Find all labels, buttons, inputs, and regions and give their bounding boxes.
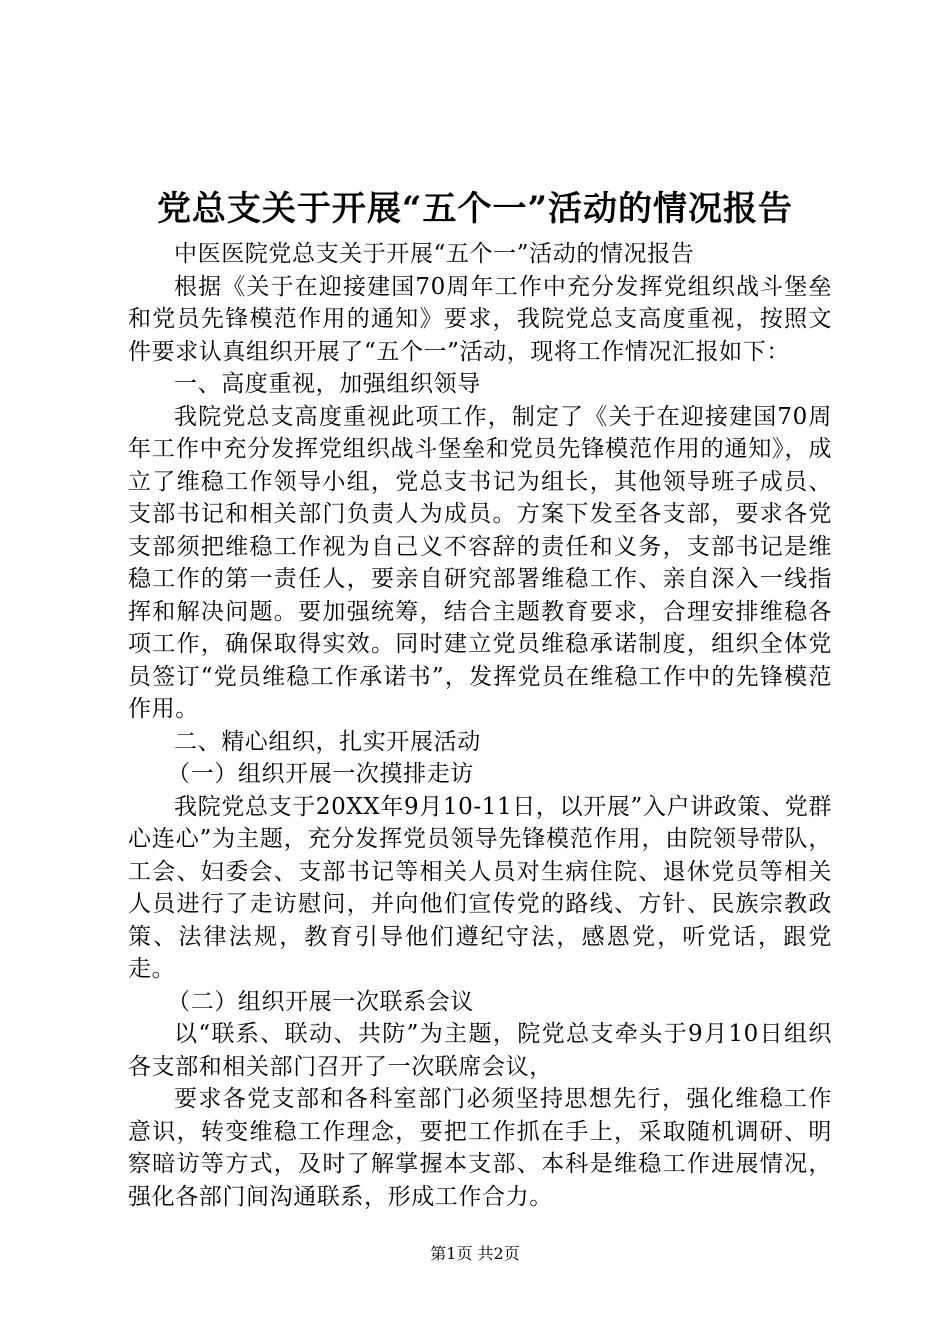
paragraph-subsection-2b: 要求各党支部和各科室部门必须坚持思想先行，强化维稳工作意识，转变维稳工作理念，要把工作抓在手上，采取随机调研、明察暗访等方式，及时了解掌握本支部、本科是维稳工作进展情况，强化各部门间沟通联系，形成工作合力。 <box>128 1086 832 1210</box>
section-heading-2: 二、精心组织，扎实开展活动 <box>174 728 481 755</box>
paragraph-subtitle: 中医医院党总支关于开展“五个一”活动的情况报告 <box>174 241 695 267</box>
document-title: 党总支关于开展“五个一”活动的情况报告 <box>156 189 794 229</box>
paragraph-intro: 根据《关于在迎接建国70周年工作中充分发挥党组织战斗堡垒和党员先锋模范作用的通知》要求，我院党总支高度重视，按照文件要求认真组织开展了“五个一”活动，现将工作情况汇报如下： <box>128 273 832 365</box>
subsection-heading-1: （一）组织开展一次摸排走访 <box>167 761 474 787</box>
paragraph-subsection-1: 我院党总支于20XX年9月10-11日，以开展”入户讲政策、党群心连心”为主题，充分发挥党员领导先锋模范作用，由院领导带队，工会、妇委会、支部书记等相关人员对生病住院、退休党员等相关人员进行了走访慰问，并向他们宣传党的路线、方针、民族宗教政策、法律法规，教育引导他们遵纪守法，感恩党，听党话，跟党走。 <box>128 793 832 982</box>
paragraph-section-1: 我院党总支高度重视此项工作，制定了《关于在迎接建国70周年工作中充分发挥党组织战斗堡垒和党员先锋模范作用的通知》，成立了维稳工作领导小组，党总支书记为组长，其他领导班子成员、支部书记和相关部门负责人为成员。方案下发至各支部，要求各党支部须把维稳工作视为自己义不容辞的责任和义务，支部书记是维稳工作的第一责任人，要亲自研究部署维稳工作、亲自深入一线指挥和解决问题。要加强统筹，结合主题教育要求，合理安排维稳各项工作，确保取得实效。同时建立党员维稳承诺制度，组织全体党员签订“党员维稳工作承诺书”，发挥党员在维稳工作中的先锋模范作用。 <box>128 403 832 722</box>
page-footer: 第1页 共2页 <box>430 1244 520 1263</box>
paragraph-subsection-2a: 以“联系、联动、共防”为主题，院党总支牵头于9月10日组织各支部和相关部门召开了一次联席会议， <box>128 1021 832 1080</box>
document-body <box>128 238 832 1213</box>
section-heading-1: 一、高度重视，加强组织领导 <box>174 371 481 397</box>
subsection-heading-2: （二）组织开展一次联系会议 <box>167 988 474 1015</box>
